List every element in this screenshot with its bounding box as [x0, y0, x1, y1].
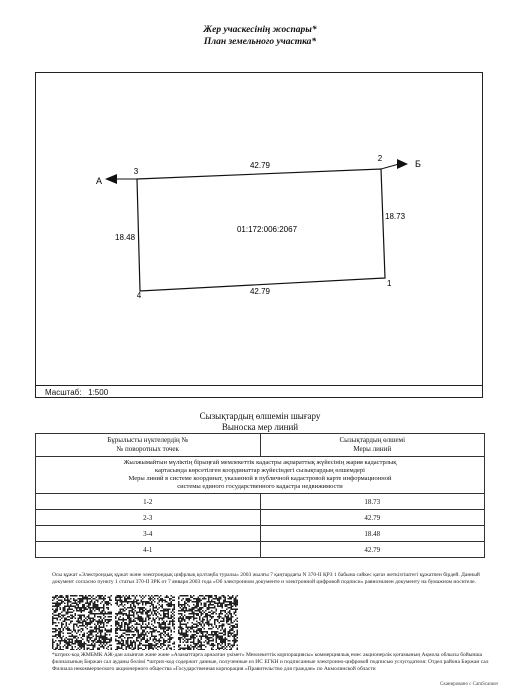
arrow-right-icon	[397, 159, 408, 169]
point-label-3: 3	[133, 167, 139, 176]
row-length: 42.79	[260, 542, 485, 558]
plan-title-kz: Жер учаскесінің жоспары*	[203, 25, 317, 35]
footnote-barcode	[52, 652, 492, 673]
direction-line-right	[381, 164, 399, 169]
table-note-row	[36, 457, 485, 494]
arrow-left-icon	[105, 174, 117, 184]
scale-row	[35, 385, 483, 399]
table-row	[36, 526, 485, 542]
line-lengths-table	[35, 433, 485, 558]
point-label-2: 2	[377, 154, 383, 163]
header-points-ru: № поворотных точек	[116, 445, 179, 453]
row-points: 4-1	[36, 542, 261, 558]
direction-label-b: Б	[415, 159, 421, 169]
barcode-3-icon	[178, 595, 238, 650]
lengths-title-kz: Сызықтардың өлшемін шығару	[199, 411, 321, 421]
footnote-legal-kz: Осы құжат «Электрондық құжат және электрондық цифрлық қолтаңба туралы» 2003 жылғы 7 қаңтардағы N 370-II ҚРЗ 1 бабына сәйкес қағаз жеткізгіштегі құжатпен бірдей.	[52, 572, 460, 578]
lengths-title-ru: Выноска мер линий	[221, 422, 299, 432]
cadastral-number: 01:172:006:2067	[236, 225, 298, 234]
barcode-2-icon	[115, 595, 175, 650]
table-header-row	[36, 434, 485, 457]
header-points	[36, 434, 261, 457]
scanner-signature: Сканировано с CamScanner	[440, 682, 499, 687]
note-ru-line2: системы единого государственного кадастра недвижимости	[177, 483, 343, 490]
land-plot-drawing	[35, 72, 483, 398]
row-points: 2-3	[36, 510, 261, 526]
edge-length-right: 18.73	[385, 212, 406, 221]
header-points-kz: Бұрылысты нүктелердің №	[107, 436, 189, 444]
point-label-4: 4	[136, 291, 142, 300]
edge-length-bottom: 42.79	[249, 287, 271, 296]
coordinate-system-note	[36, 457, 485, 494]
note-ru-line1: Меры линий в системе координат, указанной в публичной кадастровой карте информационной	[128, 475, 392, 482]
direction-label-a: А	[95, 176, 102, 186]
scale-text	[45, 388, 108, 397]
row-length: 18.73	[260, 494, 485, 510]
edge-length-top: 42.79	[249, 161, 271, 170]
table-row	[36, 542, 485, 558]
plan-title-ru: План земельного участка*	[203, 37, 317, 47]
note-kz-line1: Жылжымайтын мүліктің бірыңғай мемлекеттік кадастры ақпараттық жүйесінің жария кадастрлық	[123, 459, 397, 466]
scale-value: 1:500	[88, 388, 109, 397]
table-row	[36, 510, 485, 526]
footnote-barcode-ru: *штрих-код содержит данные, полученные из ИС ЕГКН и подписанные электронно-цифровой подписью услугодателя: Отдел района Биржан сал Филиала некоммерческого акционерного общества «Государственная корпорация «Правительство для граждан» по Акмолинской области	[52, 659, 489, 672]
header-lengths-ru: Меры линий	[353, 445, 392, 453]
barcode-1-icon	[52, 595, 112, 650]
scale-label: Масштаб:	[45, 388, 82, 397]
point-label-1: 1	[387, 279, 392, 288]
note-kz-line2: картасында көрсетілген координаттар жүйесіндегі сызықтардың өлшемдері	[155, 467, 365, 474]
header-lengths-kz: Сызықтардың өлшемі	[339, 436, 406, 444]
row-points: 1-2	[36, 494, 261, 510]
footnote-barcode-kz: *штрих-код ЖМБМК АЖ-дан алынған және және «Азаматтарға арналған үкімет» Мемлекеттік корпорациясы» коммерциялық емес акционерлік қоғамының Ақмола облысы бойынша филиалының Биржан сал ауданы бөлімі	[52, 652, 483, 665]
footnote-legal	[52, 572, 492, 586]
row-length: 18.48	[260, 526, 485, 542]
footnote-legal-ru: Данный документ согласно пункту 1 статьи 370-II ЗРК от 7 января 2003 года «Об электронном документе и электронной цифровой подписи» равнозначен документу на бумажном носителе.	[52, 572, 480, 585]
edge-length-left: 18.48	[115, 233, 136, 242]
table-row	[36, 494, 485, 510]
header-lengths	[260, 434, 485, 457]
row-points: 3-4	[36, 526, 261, 542]
row-length: 42.79	[260, 510, 485, 526]
